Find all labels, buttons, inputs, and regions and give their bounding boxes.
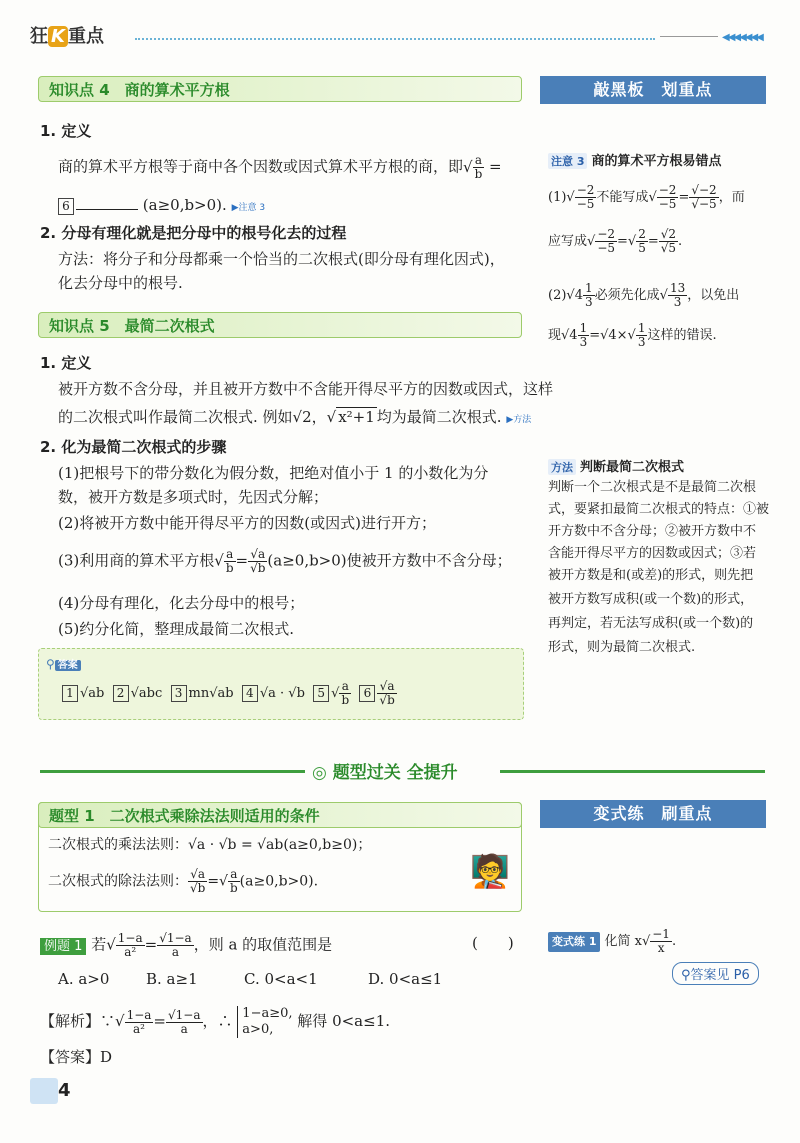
sidebar1-title: 敲黑板 划重点 (540, 76, 766, 104)
rule1b: (a≥0,b≥0)； (283, 837, 372, 853)
swirl-icon: ◎ (312, 763, 327, 783)
kp4-s1-text-a: 商的算术平方根等于商中各个因数或因式算术平方根的商，即 (58, 157, 464, 176)
n2-prefix: 现 (548, 328, 562, 343)
logo-k: K (48, 26, 68, 47)
note3-item1-b: 应写成√ $\frac{-2}{-5}$ =√ $\frac{2}{5}$ = $\frac{√2}{√5}$ . (548, 227, 683, 255)
divider-title-text: 题型过关 全提升 (332, 763, 458, 783)
note3-item1: (1)√ $\frac{-2}{-5}$ 不能写成√ $\frac{-2}{-5}$ = $\frac{√-2}{√-5}$ ，而 (548, 183, 745, 211)
analysis-mid: ，∴ (202, 1012, 233, 1030)
answer-reference-text: 答案见 P6 (690, 968, 750, 983)
answer-num-4: 4 (242, 685, 258, 702)
answer-d: 【答案】D (40, 1048, 113, 1066)
option-d[interactable]: D. 0<a≤1 (368, 970, 443, 988)
blank-number-6: 6 (58, 198, 74, 215)
step1a: (1)把根号下的带分数化为假分数，把绝对值小于 1 的小数化为分 (58, 464, 489, 482)
key-icon: ⚲ (46, 657, 55, 671)
kp4-s2-text1: 方法：将分子和分母都乘一个恰当的二次根式(即分母有理化因式)， (58, 250, 505, 268)
answer-reference[interactable] (672, 962, 759, 985)
m5: 被开方数是和(或差)的形式，则先把 (548, 568, 754, 583)
n2-end: 这样的错误. (647, 328, 717, 343)
page-number: 4 (58, 1080, 71, 1101)
answer-4: √a · √b (259, 686, 305, 701)
sqrt-x2-plus-1: √ x²+1 (326, 408, 375, 426)
step3b: (a≥0,b>0)使被开方数中不含分母； (267, 551, 512, 570)
kp5-title-bar: 知识点 5 最简二次根式 (38, 312, 522, 338)
n1-tail: ，而 (718, 190, 745, 205)
header-dotted-line (135, 38, 655, 40)
rule1 (48, 834, 371, 856)
divider-right (500, 770, 765, 773)
m4: 含能开得尽平方的因数或因式；③若 (548, 546, 757, 561)
example-tag: 例题 1 (40, 938, 86, 955)
kp5-s1-text2a: 的二次根式叫作最简二次根式. 例如√2， (58, 408, 327, 426)
m6: 被开方数写成积(或一个数)的形式， (548, 592, 754, 607)
variant1: 变式练 1 化简 x√ $\frac{-1}{x}$ . (548, 928, 676, 955)
analysis: 【解析】∵√ $\frac{1-a}{\text{a²}}$ = $\frac{√1-a}{a}$ ，∴ 1−a≥0, a>0, 解得 0<a≤1. (40, 1006, 390, 1037)
header-arrows-icon: ◀◀◀◀◀◀◀ (722, 32, 762, 43)
example-text-a: 若 (91, 935, 107, 954)
m3: 开方数中不含分母；②被开方数中不 (548, 524, 757, 539)
analysis-label: 【解析】∵ (40, 1012, 116, 1030)
header-rule (660, 36, 718, 37)
variant-tag: 变式练 1 (548, 932, 600, 952)
method-title: 判断最简二次根式 (580, 460, 685, 475)
teacher-mascot-icon: 🧑‍🏫 (470, 852, 510, 890)
rule2a: 二次根式的除法法则： (48, 873, 188, 890)
cond2: a>0, (242, 1022, 274, 1037)
answer-label: 答案 (55, 660, 81, 671)
kp5-s1-text2 (58, 406, 531, 431)
answer-label-wrap (46, 654, 81, 672)
cond1: 1−a≥0, (242, 1006, 293, 1021)
option-a[interactable]: A. a>0 (58, 970, 110, 988)
kp4-s2-text2: 化去分母中的根号. (58, 274, 183, 292)
condition-system (237, 1006, 292, 1038)
example-paren: ( ) (472, 934, 514, 952)
m1: 判断一个二次根式是不是最简二次根 (548, 480, 757, 495)
kp5-s1-text1: 被开方数不含分母，并且被开方数中不含能开得尽平方的因数或因式，这样 (58, 380, 554, 398)
step4: (4)分母有理化，化去分母中的根号； (58, 594, 305, 612)
kp4-s2-title: 2. 分母有理化就是把分母中的根号化去的过程 (40, 224, 347, 242)
variant-text: 化简 x (604, 934, 642, 949)
n2-text: 必须先化成 (594, 288, 660, 303)
analysis-end: 解得 0<a≤1. (297, 1012, 390, 1030)
answer-num-3: 3 (171, 685, 187, 702)
answer-num-5: 5 (313, 685, 329, 702)
note3-title: 商的算术平方根易错点 (591, 154, 722, 169)
method-pointer[interactable]: ▶方法 (506, 415, 532, 425)
rule2b: (a≥0,b>0). (239, 873, 319, 890)
kp5-s1-title: 1. 定义 (40, 354, 92, 372)
answer-1: √ab (80, 686, 105, 701)
kp5-s2-title: 2. 化为最简二次根式的步骤 (40, 438, 227, 456)
option-c[interactable]: C. 0<a<1 (244, 970, 318, 988)
kp4-s1-title: 1. 定义 (40, 122, 92, 140)
n2-label: (2) (548, 288, 567, 303)
kp4-s1-blank-line (58, 194, 265, 219)
answer-num-6: 6 (359, 685, 375, 702)
sqrt-a-over-b: √ $\frac{a}{b}$ (463, 153, 483, 181)
note3-pointer[interactable]: ▶注意 3 (231, 203, 266, 213)
step3a: (3)利用商的算术平方根 (58, 551, 215, 570)
fill-blank (76, 209, 138, 210)
method-tag: 方法 (548, 459, 576, 475)
n1-text: 不能写成 (596, 190, 649, 205)
logo (30, 22, 104, 48)
step2: (2)将被开方数中能开得尽平方的因数(或因式)进行开方； (58, 514, 436, 532)
method-heading (548, 456, 684, 475)
sidebar2-title: 变式练 刷重点 (540, 800, 766, 828)
section-divider-title (312, 758, 458, 783)
note3-heading (548, 150, 722, 169)
example-text-b: ，则 a 的取值范围是 (193, 935, 333, 954)
n2-tail: ，以免出 (687, 288, 740, 303)
n1-label: (1) (548, 190, 567, 205)
note3-tag: 注意 3 (548, 153, 587, 169)
kp4-title-bar: 知识点 4 商的算术平方根 (38, 76, 522, 102)
rule2: 二次根式的除法法则： $\frac{√a}{√b}$ =√ $\frac{a}{b}$ (a≥0,b>0). (48, 867, 319, 895)
answer-6: $\frac{√a}{√b}$ (379, 679, 395, 707)
m7: 再判定，若无法写成积(或一个数)的 (548, 616, 754, 631)
option-b[interactable]: B. a≥1 (146, 970, 198, 988)
key-icon: ⚲ (681, 968, 691, 983)
answer-3: mn√ab (188, 686, 234, 701)
step5: (5)约分化简，整理成最简二次根式. (58, 620, 295, 638)
n1-correct: 应写成 (548, 234, 588, 249)
logo-prefix: 狂 (30, 26, 48, 47)
answer-num-2: 2 (113, 685, 129, 702)
answer-2: √abc (130, 686, 163, 701)
m2: 式，要紧扣最简二次根式的特点：①被 (548, 502, 770, 517)
kp5-s1-text2b: 均为最简二次根式. (376, 408, 502, 426)
note3-item2: (2)√4 $\frac{1}{3}$ 必须先化成√ $\frac{13}{3}$ ，以免出 (548, 281, 740, 309)
divider-left (40, 770, 305, 773)
answer-5: √ $\frac{a}{b}$ (331, 679, 350, 707)
step3: (3)利用商的算术平方根√ $\frac{a}{b}$ = $\frac{√a}{√b}$ (a≥0,b>0)使被开方数中不含分母； (58, 547, 512, 575)
logo-rest: 重点 (67, 26, 104, 47)
note3-item2-b: 现√4 $\frac{1}{3}$ =√4×√ $\frac{1}{3}$ 这样的错误. (548, 321, 717, 349)
type1-title-bar: 题型 1 二次根式乘除法法则适用的条件 (38, 802, 522, 828)
kp4-s1-condition: (a≥0,b>0). (142, 196, 227, 214)
answers-row (62, 680, 397, 707)
m8: 形式，则为最简二次根式. (548, 640, 696, 655)
rule1a: 二次根式的乘法法则：√a · √b = √ab (48, 837, 284, 853)
page-badge-icon (30, 1078, 58, 1104)
kp4-s1-text: 商的算术平方根等于商中各个因数或因式算术平方根的商，即√ $\frac{a}{b}$ = (58, 153, 502, 181)
answer-num-1: 1 (62, 685, 78, 702)
step1b: 数，被开方数是多项式时，先因式分解； (58, 488, 329, 506)
example1: 例题 1 若√ $\frac{1-a}{\text{a²}}$ = $\frac{√1-a}{a}$ ，则 a 的取值范围是 (40, 932, 332, 959)
